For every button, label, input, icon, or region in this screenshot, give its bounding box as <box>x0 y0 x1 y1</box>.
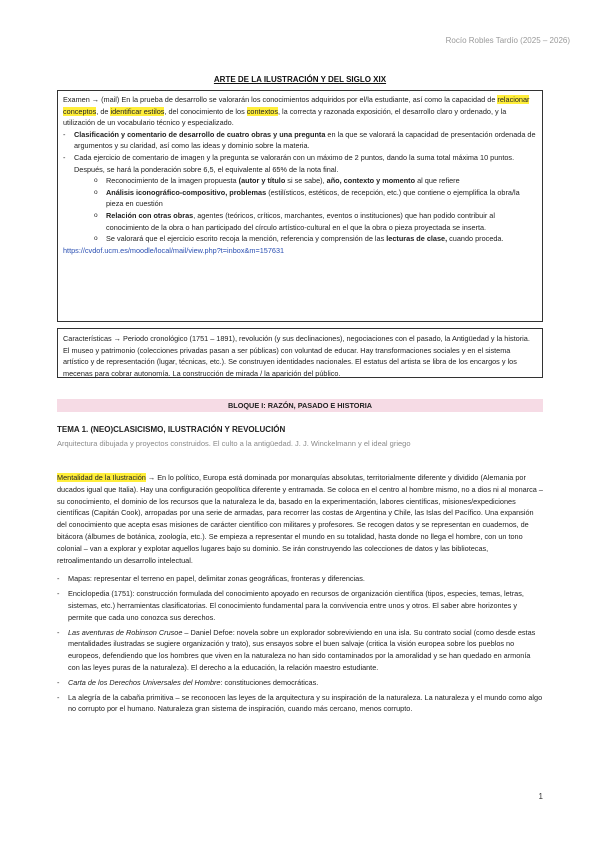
main-content <box>57 472 543 718</box>
highlight-contextos: contextos <box>246 106 278 116</box>
list-item: - Clasificación y comentario de desarrollo de cuatro obras y una pregunta en la que se valorará la capacidad de presentación ordenada de argumentos y su claridad, así como las ideas y dominio sobre la materia. <box>63 129 537 152</box>
exam-criteria-list <box>63 129 537 245</box>
list-item: - Enciclopedia (1751): construcción formulada del conocimiento apoyado en recursos de organización científica (tipos, especies, temas, letras, sistemas, etc.) herramientas clasificatorias. El conocimiento fundamental para la convivencia entre unos y otros. El saber abre horizontes y permite que cada uno conozca sus derechos. <box>57 588 543 623</box>
document-title: ARTE DE LA ILUSTRACIÓN Y DEL SIGLO XIX <box>213 75 387 84</box>
tema-subtitle: Arquitectura dibujada y proyectos construidos. El culto a la antigüedad. J. J. Winckelmann y el ideal griego <box>57 439 411 448</box>
tema-heading: TEMA 1. (NEO)CLASICISMO, ILUSTRACIÓN Y REVOLUCIÓN <box>57 425 286 434</box>
list-item: o Reconocimiento de la imagen propuesta (autor y título si se sabe), año, contexto y momento al que refiere <box>94 175 537 187</box>
list-item: - Las aventuras de Robinson Crusoe – Daniel Defoe: novela sobre un explorador sobreviviendo en una isla. Su contrato social (como desde estas mentalidades ilustradas se sugiere organización y trato), sus ensayos sobre el buen salvaje (critica la visión europea sobre los pueblos no europeos, defendiendo que los hombres que viven en la naturaleza no han sido contaminados por la amoralidad y se han quedado en armonía con las leyes puras de la naturaleza). El derecho a la educación, la relación maestro estudiante. <box>57 627 543 674</box>
page-number: 1 <box>538 792 543 801</box>
highlight-identificar: identificar estilos <box>110 106 165 116</box>
list-item: o Se valorará que el ejercicio escrito recoja la mención, referencia y comprensión de las lecturas de clase, cuando proceda. <box>94 233 537 245</box>
mentalidad-paragraph: Mentalidad de la Ilustración → En lo político, Europa está dominada por monarquías absolutas, territorialmente diferente y dividido (Alemania por ducados igual que Italia). Hay una configuración geopolítica diferente y entramada. Se coloca en el centro al hombre mismo, no a dios ni al monarca – su conocimiento, el dominio de los recursos que la naturaleza le da, basado en la experimentación, labores científicas, misiones/expediciones científicas (Capitán Cook), arropadas por una serie de armadas, para recorrer las costas de Argentina y Chile, las Islas del Pacífico. Una expansión del conocimiento que acepta esas misiones de carácter científico con militares y profesores. Se recogen datos y se representan en cuadernos, de bitácora (álbumes de botánica, zoología, etc.). Se empieza a representar el mundo en su totalidad, hasta donde no llega el hombre, con un tono colonial – van a explorar y explotar aquellos lugares bajo su dominio. Se irán construyendo las colecciones de datos y las bibliotecas, retroalimentando un desarrollo intelectual. <box>57 473 543 565</box>
exam-info-box <box>57 90 543 322</box>
exam-intro-paragraph: Examen → (mail) En la prueba de desarrollo se valorarán los conocimientos adquiridos por el/la estudiante, así como la capacidad de relacionar conceptos, de identificar estilos, del conocimiento de los contextos, la correcta y razonada exposición, el desarrollo claro y ordenado, y la utilización de un vocabulario técnico y especializado. <box>63 95 530 128</box>
list-item: - La alegría de la cabaña primitiva – se reconocen las leyes de la arquitectura y su inspiración de la naturaleza. La naturaleza y el mundo como algo no corrupto por el humano. Naturaleza gran sistema de inspiración, cuando más cercano, menos corrupto. <box>57 692 543 716</box>
topics-list <box>57 573 543 715</box>
list-item: o Relación con otras obras, agentes (teóricos, críticos, marchantes, eventos o instituciones) que han podido contribuir al conocimiento de la obra o han participado del círculo artístico-cultural en el que la obra o pieza proyectada se inserta. <box>94 210 537 233</box>
list-item: o Análisis iconográfico-compositivo, problemas (estilísticos, estéticos, de recepción, etc.) que contiene o ejemplifica la obra/la pieza en cuestión <box>94 187 537 210</box>
moodle-link[interactable]: https://cvdof.ucm.es/moodle/local/mail/view.php?t=inbox&m=157631 <box>63 245 285 255</box>
bloque-heading: BLOQUE I: RAZÓN, PASADO E HISTORIA <box>57 399 543 412</box>
list-item: - Mapas: representar el terreno en papel, delimitar zonas geográficas, fronteras y diferencias. <box>57 573 543 585</box>
sub-criteria-list <box>74 175 537 245</box>
mentalidad-label: Mentalidad de la Ilustración <box>57 473 146 482</box>
characteristics-box <box>57 328 543 378</box>
list-item: - Carta de los Derechos Universales del Hombre: constituciones democráticas. <box>57 677 543 689</box>
highlight-relacionar: relacionar conceptos <box>63 95 530 116</box>
characteristics-text: Características → Periodo cronológico (1751 – 1891), revolución (y sus declinaciones), negociaciones con el pasado, la Antigüedad y la historia. El museo y patrimonio (colecciones privadas pasan a ser públicas) con voluntad de educar. Hay transformaciones sociales y en el sistema artístico y de representación (lugar, técnicas, etc.). Se construyen identidades nacionales. El estatus del artista se libra de los encargos y los mecenas para cobrar autonomía. La construcción de mirada / la aparición del público. <box>63 334 530 378</box>
list-item: - Cada ejercicio de comentario de imagen y la pregunta se valorarán con un máximo de 2 puntos, dando la suma total máxima 10 puntos. Después, se hará la ponderación sobre 6,5, el equivalente al 65% de la nota final. o Reconocimiento de la imagen propuesta (autor y título si se sabe), año, contexto y momento al que refiere o Análisis iconográfico-compositivo, problemas (estilísticos, estéticos, de recepción, etc.) que contiene o ejemplifica la obra/la pieza en cuestión o Relación con otras obras, agentes (teóricos, críticos, marchantes, eventos o instituciones) que han podido contribuir al conocimiento de la obra o han participado del círculo artístico-cultural en el que la obra o pieza proyectada se inserta. o Se valorará que el ejercicio escrito recoja la mención, referencia y comprensión de las lecturas de clase, cuando proceda. <box>63 152 537 245</box>
header-author: Rocío Robles Tardío (2025 – 2026) <box>445 36 570 45</box>
